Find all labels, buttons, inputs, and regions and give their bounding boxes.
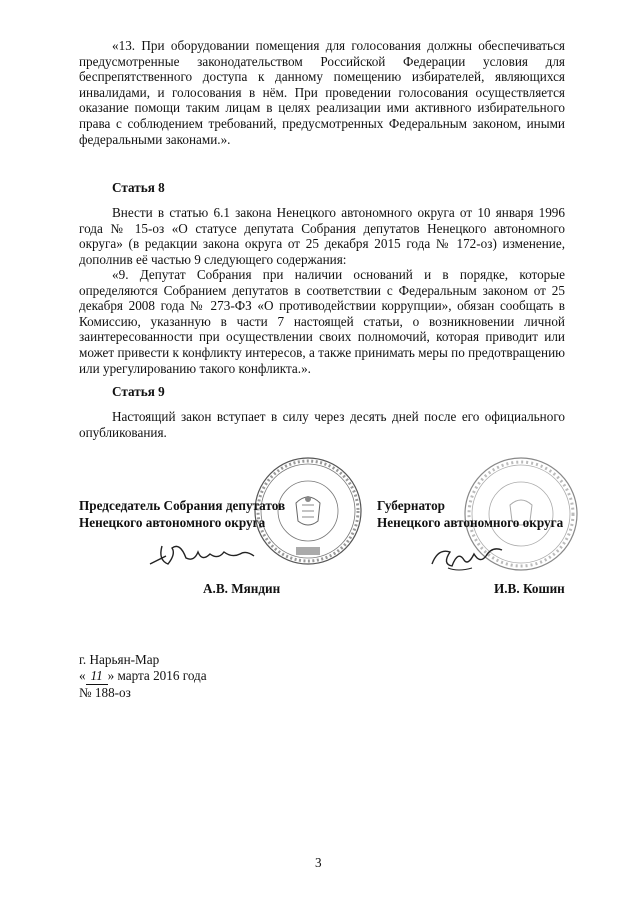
left-signatory-title <box>79 497 285 531</box>
article8-paragraph-1: Внести в статью 6.1 закона Ненецкого автономного округа от 10 января 1996 года № 15-оз «О статусе депутата Собрания депутатов Ненецкого автономного округа» (в редакции закона округа от 25 декабря 2015 года № 172-оз) изменение, дополнив её частью 9 следующего содержания: <box>79 205 565 267</box>
left-title-line1: Председатель Собрания депутатов <box>79 498 286 513</box>
law-number: № 188-оз <box>79 685 131 700</box>
left-handwritten-signature <box>148 536 258 572</box>
left-signatory-name: А.В. Мяндин <box>203 581 281 596</box>
right-signatory-name: И.В. Кошин <box>494 581 565 596</box>
right-title-line1: Губернатор <box>377 498 445 513</box>
right-title-line2: Ненецкого автономного округа <box>377 515 564 530</box>
signing-date <box>79 668 207 685</box>
page-number: 3 <box>315 855 322 870</box>
article7-paragraph-13: «13. При оборудовании помещения для голосования должны обеспечиваться предусмотренные законодательством Российской Федерации условия для беспрепятственного доступа к данному помещению избирателей, являющихся инвалидами, и голосования в нём. При проведении голосования осуществляется оказание помощи таким лицам в целях реализации ими активного избирательного права с соблюдением требований, предусмотренных Федеральным законом, иными федеральными законами.». <box>79 38 565 147</box>
article9-paragraph-1: Настоящий закон вступает в силу через десять дней после его официального опубликования. <box>79 409 565 440</box>
date-day: 11 <box>86 668 108 685</box>
date-open-quote: « <box>79 668 86 683</box>
article8-heading: Статья 8 <box>112 180 165 195</box>
document-footer <box>79 652 207 701</box>
right-signatory-title <box>377 497 563 531</box>
date-rest: » марта 2016 года <box>107 668 207 683</box>
city: г. Нарьян-Мар <box>79 652 160 667</box>
right-handwritten-signature <box>428 538 508 574</box>
article8-paragraph-2: «9. Депутат Собрания при наличии оснований и в порядке, которые определяются Собранием депутатов в соответствии с Федеральным законом от 25 декабря 2008 года № 273-ФЗ «О противодействии коррупции», обязан сообщать в Комиссию, указанную в части 7 настоящей статьи, о возникновении личной заинтересованности при осуществлении своих полномочий, которая приводит или может привести к конфликту интересов, а также принимать меры по предотвращению или урегулированию такого конфликта.». <box>79 267 565 376</box>
article9-heading: Статья 9 <box>112 384 165 399</box>
left-title-line2: Ненецкого автономного округа <box>79 515 266 530</box>
